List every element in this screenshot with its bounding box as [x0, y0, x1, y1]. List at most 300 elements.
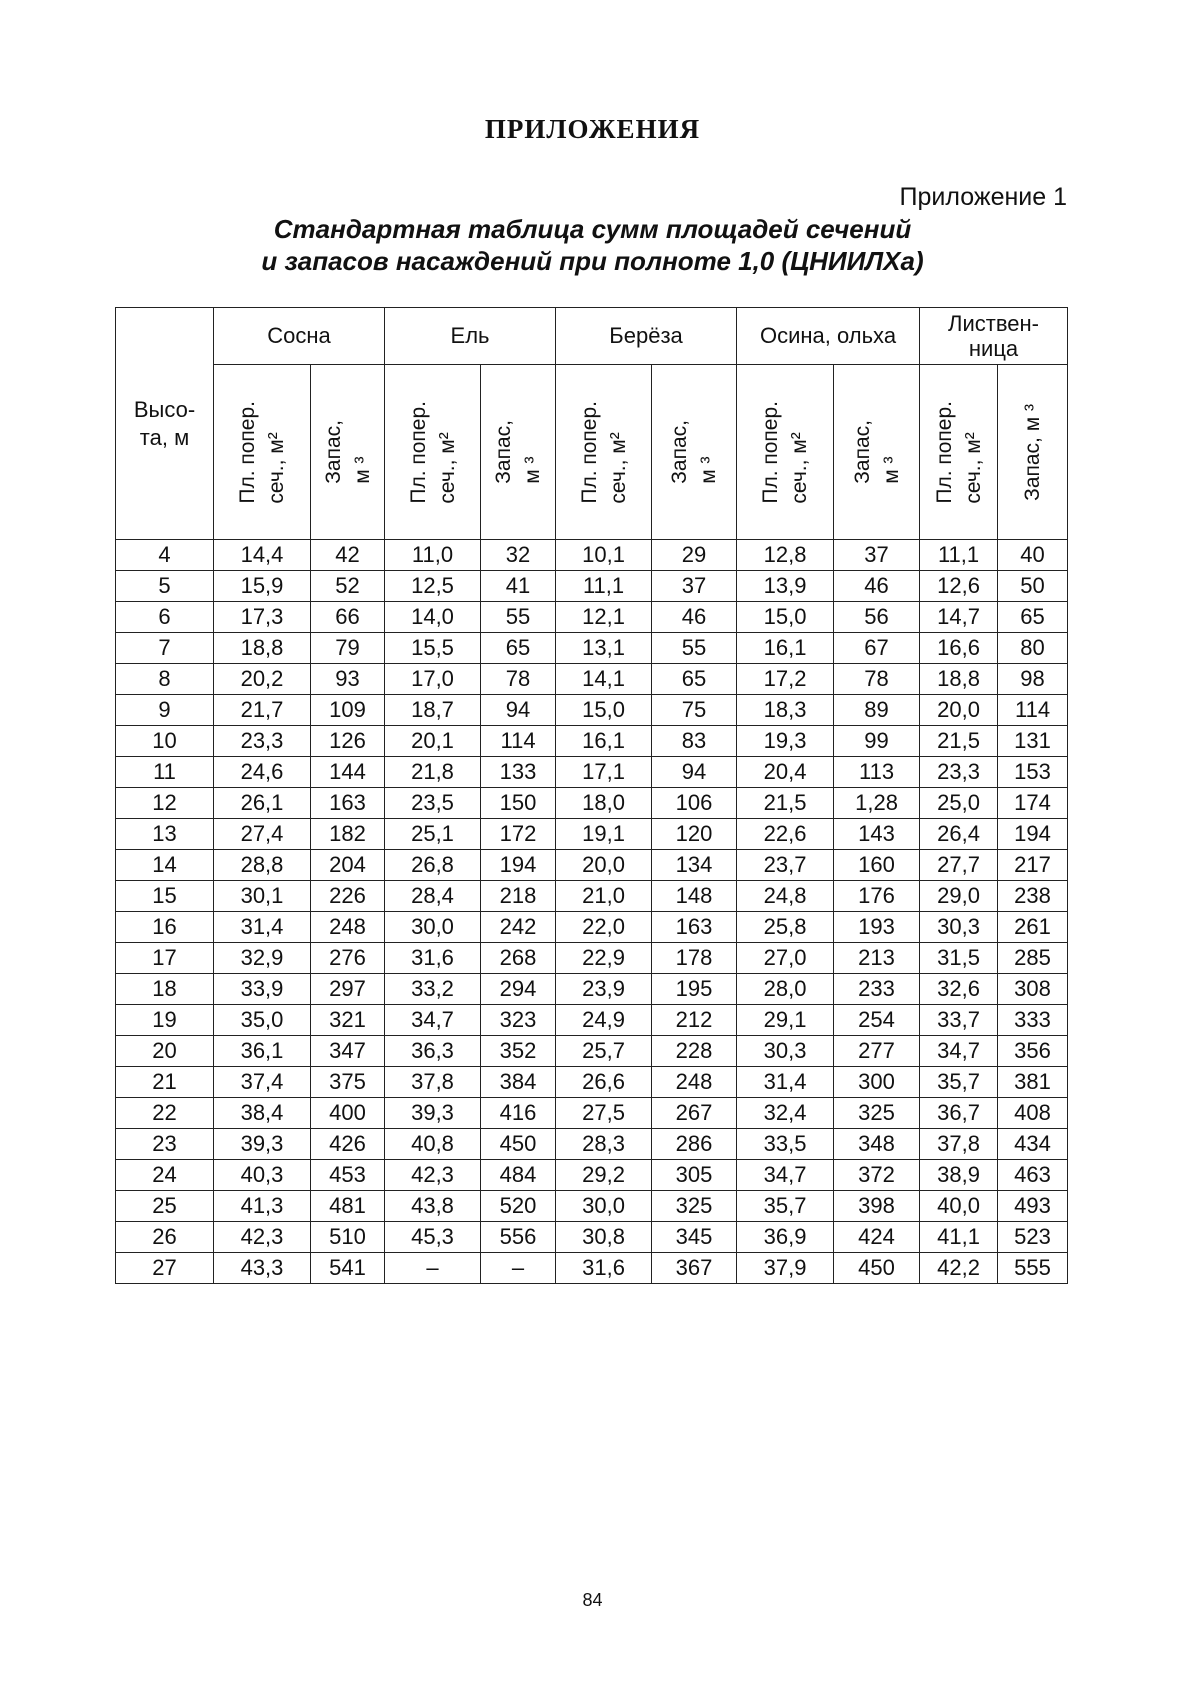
table-cell: 67 — [834, 633, 920, 664]
table-cell: 261 — [998, 912, 1068, 943]
table-cell: 17,3 — [214, 602, 311, 633]
table-cell: 375 — [311, 1067, 385, 1098]
table-cell: 14,1 — [556, 664, 652, 695]
table-cell: 29,0 — [920, 881, 998, 912]
species-header-birch: Берёза — [556, 308, 737, 365]
table-cell: 276 — [311, 943, 385, 974]
table-cell: 463 — [998, 1160, 1068, 1191]
height-cell: 16 — [116, 912, 214, 943]
table-cell: 65 — [652, 664, 737, 695]
height-cell: 15 — [116, 881, 214, 912]
sub-header-cell — [834, 365, 920, 540]
sub-header-cell — [214, 365, 311, 540]
table-cell: 28,4 — [385, 881, 481, 912]
table-cell: 35,0 — [214, 1005, 311, 1036]
table-cell: 36,9 — [737, 1222, 834, 1253]
table-row — [116, 1160, 1068, 1191]
table-cell: 23,7 — [737, 850, 834, 881]
table-cell: 11,0 — [385, 540, 481, 571]
table-cell: 15,9 — [214, 571, 311, 602]
appendix-label: Приложение 1 — [899, 183, 1067, 211]
table-cell: 27,7 — [920, 850, 998, 881]
table-cell: 248 — [311, 912, 385, 943]
table-cell: 52 — [311, 571, 385, 602]
sub-header-cell — [385, 365, 481, 540]
table-cell: 134 — [652, 850, 737, 881]
table-cell: 19,3 — [737, 726, 834, 757]
species-header-larch-label: Листвен- ница — [948, 311, 1040, 361]
table-cell: 37,9 — [737, 1253, 834, 1284]
table-cell: 40 — [998, 540, 1068, 571]
sub-header-cell — [920, 365, 998, 540]
species-header-aspen-alder: Осина, ольха — [737, 308, 920, 365]
table-cell: 556 — [481, 1222, 556, 1253]
table-cell: 32,6 — [920, 974, 998, 1005]
height-cell: 26 — [116, 1222, 214, 1253]
height-cell: 13 — [116, 819, 214, 850]
table-cell: 28,0 — [737, 974, 834, 1005]
table-cell: 242 — [481, 912, 556, 943]
table-cell: 163 — [652, 912, 737, 943]
table-cell: 37,4 — [214, 1067, 311, 1098]
table-cell: 325 — [652, 1191, 737, 1222]
table-cell: 30,1 — [214, 881, 311, 912]
table-cell: 22,9 — [556, 943, 652, 974]
table-cell: 31,6 — [556, 1253, 652, 1284]
table-cell: 26,6 — [556, 1067, 652, 1098]
sub-header-cell — [311, 365, 385, 540]
table-cell: 416 — [481, 1098, 556, 1129]
table-cell: 93 — [311, 664, 385, 695]
table-cell: 193 — [834, 912, 920, 943]
table-cell: 213 — [834, 943, 920, 974]
table-cell: 285 — [998, 943, 1068, 974]
table-cell: 174 — [998, 788, 1068, 819]
table-cell: 233 — [834, 974, 920, 1005]
table-cell: 144 — [311, 757, 385, 788]
table-cell: 94 — [481, 695, 556, 726]
sub-header-stock-label: Запас, м ³ — [1021, 403, 1045, 501]
table-cell: 14,4 — [214, 540, 311, 571]
table-cell: 42,2 — [920, 1253, 998, 1284]
sub-header-stock-label: Запас, м ³ — [850, 420, 903, 484]
table-cell: 153 — [998, 757, 1068, 788]
species-header-spruce: Ель — [385, 308, 556, 365]
table-cell: 37 — [834, 540, 920, 571]
table-cell: 325 — [834, 1098, 920, 1129]
table-cell: 20,2 — [214, 664, 311, 695]
table-cell: 37,8 — [385, 1067, 481, 1098]
table-row — [116, 788, 1068, 819]
table-cell: 254 — [834, 1005, 920, 1036]
table-cell: 46 — [652, 602, 737, 633]
table-cell: 99 — [834, 726, 920, 757]
table-cell: 25,1 — [385, 819, 481, 850]
table-cell: 194 — [481, 850, 556, 881]
table-row — [116, 1222, 1068, 1253]
table-cell: 33,2 — [385, 974, 481, 1005]
table-cell: 356 — [998, 1036, 1068, 1067]
sub-header-cell — [737, 365, 834, 540]
species-header-larch — [920, 308, 1068, 365]
table-cell: 277 — [834, 1036, 920, 1067]
table-cell: 321 — [311, 1005, 385, 1036]
table-cell: 18,7 — [385, 695, 481, 726]
table-cell: 24,9 — [556, 1005, 652, 1036]
table-cell: 348 — [834, 1129, 920, 1160]
table-cell: 34,7 — [737, 1160, 834, 1191]
table-cell: 94 — [652, 757, 737, 788]
table-cell: 65 — [481, 633, 556, 664]
sub-header-stock-label: Запас, м ³ — [492, 420, 545, 484]
species-header-row — [116, 308, 1068, 365]
table-cell: 32,9 — [214, 943, 311, 974]
table-cell: 31,6 — [385, 943, 481, 974]
table-cell: 16,1 — [556, 726, 652, 757]
table-row — [116, 1191, 1068, 1222]
table-cell: 12,6 — [920, 571, 998, 602]
table-cell: 133 — [481, 757, 556, 788]
table-cell: 424 — [834, 1222, 920, 1253]
table-cell: 33,7 — [920, 1005, 998, 1036]
table-row — [116, 695, 1068, 726]
height-cell: 14 — [116, 850, 214, 881]
height-cell: 22 — [116, 1098, 214, 1129]
table-cell: 20,4 — [737, 757, 834, 788]
table-title — [0, 213, 1185, 277]
table-cell: 31,4 — [737, 1067, 834, 1098]
height-cell: 17 — [116, 943, 214, 974]
table-cell: 36,7 — [920, 1098, 998, 1129]
table-cell: 217 — [998, 850, 1068, 881]
table-cell: 75 — [652, 695, 737, 726]
table-cell: 18,8 — [214, 633, 311, 664]
table-cell: 13,1 — [556, 633, 652, 664]
table-cell: 408 — [998, 1098, 1068, 1129]
table-cell: 106 — [652, 788, 737, 819]
table-cell: 109 — [311, 695, 385, 726]
table-row — [116, 943, 1068, 974]
table-cell: 308 — [998, 974, 1068, 1005]
table-cell: 398 — [834, 1191, 920, 1222]
table-cell: 163 — [311, 788, 385, 819]
table-cell: 305 — [652, 1160, 737, 1191]
table-cell: 367 — [652, 1253, 737, 1284]
table-cell: 30,0 — [385, 912, 481, 943]
table-cell: 555 — [998, 1253, 1068, 1284]
table-cell: 78 — [834, 664, 920, 695]
table-cell: 32 — [481, 540, 556, 571]
table-cell: 32,4 — [737, 1098, 834, 1129]
table-cell: 37,8 — [920, 1129, 998, 1160]
table-cell: 20,0 — [920, 695, 998, 726]
table-cell: 113 — [834, 757, 920, 788]
stand-table — [115, 307, 1068, 1284]
table-cell: 37 — [652, 571, 737, 602]
table-cell: 38,9 — [920, 1160, 998, 1191]
table-cell: 10,1 — [556, 540, 652, 571]
table-cell: 28,8 — [214, 850, 311, 881]
height-header — [116, 308, 214, 540]
table-cell: 55 — [652, 633, 737, 664]
table-cell: 65 — [998, 602, 1068, 633]
height-cell: 19 — [116, 1005, 214, 1036]
table-cell: 493 — [998, 1191, 1068, 1222]
table-cell: 35,7 — [737, 1191, 834, 1222]
table-cell: 46 — [834, 571, 920, 602]
table-cell: 36,1 — [214, 1036, 311, 1067]
table-cell: 21,0 — [556, 881, 652, 912]
table-row — [116, 664, 1068, 695]
table-cell: 78 — [481, 664, 556, 695]
table-cell: 523 — [998, 1222, 1068, 1253]
height-cell: 6 — [116, 602, 214, 633]
table-cell: 19,1 — [556, 819, 652, 850]
table-cell: 520 — [481, 1191, 556, 1222]
table-cell: 450 — [481, 1129, 556, 1160]
table-cell: 541 — [311, 1253, 385, 1284]
table-cell: 16,6 — [920, 633, 998, 664]
sub-header-cell — [998, 365, 1068, 540]
table-cell: 212 — [652, 1005, 737, 1036]
table-cell: 372 — [834, 1160, 920, 1191]
table-cell: 24,6 — [214, 757, 311, 788]
table-cell: 40,0 — [920, 1191, 998, 1222]
table-cell: 43,8 — [385, 1191, 481, 1222]
table-cell: 14,0 — [385, 602, 481, 633]
table-row — [116, 540, 1068, 571]
table-cell: 23,3 — [920, 757, 998, 788]
table-cell: 226 — [311, 881, 385, 912]
table-cell: 98 — [998, 664, 1068, 695]
table-cell: 286 — [652, 1129, 737, 1160]
table-cell: 25,0 — [920, 788, 998, 819]
table-cell: 131 — [998, 726, 1068, 757]
table-cell: 204 — [311, 850, 385, 881]
table-row — [116, 1098, 1068, 1129]
table-cell: 23,3 — [214, 726, 311, 757]
table-row — [116, 912, 1068, 943]
table-cell: 218 — [481, 881, 556, 912]
table-cell: 11,1 — [556, 571, 652, 602]
table-cell: 41,3 — [214, 1191, 311, 1222]
table-cell: 33,5 — [737, 1129, 834, 1160]
table-cell: 40,3 — [214, 1160, 311, 1191]
table-cell: 41,1 — [920, 1222, 998, 1253]
table-cell: 195 — [652, 974, 737, 1005]
table-cell: 31,4 — [214, 912, 311, 943]
table-cell: 400 — [311, 1098, 385, 1129]
table-cell: 143 — [834, 819, 920, 850]
sub-header-stock-label: Запас, м ³ — [321, 420, 374, 484]
height-cell: 12 — [116, 788, 214, 819]
table-cell: 114 — [481, 726, 556, 757]
table-row — [116, 1005, 1068, 1036]
table-cell: 453 — [311, 1160, 385, 1191]
table-cell: 13,9 — [737, 571, 834, 602]
table-cell: 384 — [481, 1067, 556, 1098]
table-cell: 20,0 — [556, 850, 652, 881]
table-cell: 16,1 — [737, 633, 834, 664]
height-cell: 10 — [116, 726, 214, 757]
table-cell: 178 — [652, 943, 737, 974]
table-cell: 484 — [481, 1160, 556, 1191]
height-cell: 8 — [116, 664, 214, 695]
table-cell: 345 — [652, 1222, 737, 1253]
table-row — [116, 881, 1068, 912]
sub-header-cell — [481, 365, 556, 540]
height-cell: 5 — [116, 571, 214, 602]
height-cell: 27 — [116, 1253, 214, 1284]
table-cell: 41 — [481, 571, 556, 602]
table-cell: 15,5 — [385, 633, 481, 664]
sub-header-area-label: Пл. попер. сеч., м² — [932, 400, 985, 504]
table-cell: 194 — [998, 819, 1068, 850]
table-row — [116, 726, 1068, 757]
table-cell: 238 — [998, 881, 1068, 912]
table-row — [116, 757, 1068, 788]
table-cell: 40,8 — [385, 1129, 481, 1160]
table-row — [116, 1067, 1068, 1098]
table-cell: 34,7 — [385, 1005, 481, 1036]
height-cell: 20 — [116, 1036, 214, 1067]
sub-header-area-label: Пл. попер. сеч., м² — [577, 400, 630, 504]
table-cell: 31,5 — [920, 943, 998, 974]
table-cell: 300 — [834, 1067, 920, 1098]
table-cell: 228 — [652, 1036, 737, 1067]
height-cell: 23 — [116, 1129, 214, 1160]
table-cell: 297 — [311, 974, 385, 1005]
table-cell: 510 — [311, 1222, 385, 1253]
table-title-line-2: и запасов насаждений при полноте 1,0 (ЦНИИЛХа) — [261, 246, 924, 276]
sub-header-area-label: Пл. попер. сеч., м² — [236, 400, 288, 504]
table-cell: 323 — [481, 1005, 556, 1036]
table-row — [116, 850, 1068, 881]
species-header-pine: Сосна — [214, 308, 385, 365]
table-row — [116, 571, 1068, 602]
table-cell: 176 — [834, 881, 920, 912]
table-cell: 55 — [481, 602, 556, 633]
table-cell: 426 — [311, 1129, 385, 1160]
table-cell: 11,1 — [920, 540, 998, 571]
table-cell: 21,8 — [385, 757, 481, 788]
table-cell: 27,5 — [556, 1098, 652, 1129]
table-cell: 160 — [834, 850, 920, 881]
table-title-line-1: Стандартная таблица сумм площадей сечений — [273, 214, 912, 244]
height-cell: 25 — [116, 1191, 214, 1222]
table-cell: 22,6 — [737, 819, 834, 850]
table-cell: 18,3 — [737, 695, 834, 726]
page-heading: ПРИЛОЖЕНИЯ — [484, 114, 701, 144]
table-cell: 42 — [311, 540, 385, 571]
table-cell: 35,7 — [920, 1067, 998, 1098]
table-cell: 27,0 — [737, 943, 834, 974]
table-cell: 29 — [652, 540, 737, 571]
table-cell: 42,3 — [385, 1160, 481, 1191]
table-cell: 21,5 — [920, 726, 998, 757]
table-cell: 83 — [652, 726, 737, 757]
table-cell: 80 — [998, 633, 1068, 664]
table-cell: 39,3 — [385, 1098, 481, 1129]
table-cell: 26,1 — [214, 788, 311, 819]
table-cell: 17,2 — [737, 664, 834, 695]
table-row — [116, 1036, 1068, 1067]
table-cell: 28,3 — [556, 1129, 652, 1160]
table-row — [116, 1129, 1068, 1160]
height-cell: 7 — [116, 633, 214, 664]
table-cell: 34,7 — [920, 1036, 998, 1067]
table-cell: 79 — [311, 633, 385, 664]
table-cell: 294 — [481, 974, 556, 1005]
height-header-label: Высо- та, м — [133, 396, 196, 450]
table-cell: – — [385, 1253, 481, 1284]
page-number: 84 — [582, 1590, 603, 1610]
table-cell: 434 — [998, 1129, 1068, 1160]
table-cell: 66 — [311, 602, 385, 633]
table-cell: 481 — [311, 1191, 385, 1222]
table-cell: 89 — [834, 695, 920, 726]
table-cell: 36,3 — [385, 1036, 481, 1067]
table-cell: 23,9 — [556, 974, 652, 1005]
table-cell: 21,5 — [737, 788, 834, 819]
table-cell: 50 — [998, 571, 1068, 602]
table-row — [116, 819, 1068, 850]
table-cell: 1,28 — [834, 788, 920, 819]
table-row — [116, 633, 1068, 664]
table-cell: 43,3 — [214, 1253, 311, 1284]
table-row — [116, 1253, 1068, 1284]
height-cell: 21 — [116, 1067, 214, 1098]
table-cell: 172 — [481, 819, 556, 850]
table-cell: – — [481, 1253, 556, 1284]
table-cell: 45,3 — [385, 1222, 481, 1253]
table-cell: 27,4 — [214, 819, 311, 850]
table-cell: 23,5 — [385, 788, 481, 819]
table-cell: 33,9 — [214, 974, 311, 1005]
table-cell: 17,1 — [556, 757, 652, 788]
table-row — [116, 602, 1068, 633]
sub-header-area-label: Пл. попер. сеч., м² — [406, 400, 459, 504]
table-cell: 21,7 — [214, 695, 311, 726]
table-cell: 150 — [481, 788, 556, 819]
table-cell: 39,3 — [214, 1129, 311, 1160]
table-cell: 268 — [481, 943, 556, 974]
table-cell: 38,4 — [214, 1098, 311, 1129]
table-cell: 347 — [311, 1036, 385, 1067]
table-cell: 20,1 — [385, 726, 481, 757]
table-cell: 29,2 — [556, 1160, 652, 1191]
sub-header-cell — [652, 365, 737, 540]
table-cell: 12,5 — [385, 571, 481, 602]
table-cell: 18,0 — [556, 788, 652, 819]
table-cell: 182 — [311, 819, 385, 850]
table-cell: 148 — [652, 881, 737, 912]
table-cell: 14,7 — [920, 602, 998, 633]
table-cell: 120 — [652, 819, 737, 850]
table-cell: 126 — [311, 726, 385, 757]
height-cell: 9 — [116, 695, 214, 726]
height-cell: 24 — [116, 1160, 214, 1191]
sub-header-row — [116, 365, 1068, 540]
table-cell: 18,8 — [920, 664, 998, 695]
table-cell: 333 — [998, 1005, 1068, 1036]
table-cell: 24,8 — [737, 881, 834, 912]
sub-header-stock-label: Запас, м ³ — [668, 420, 721, 484]
table-cell: 248 — [652, 1067, 737, 1098]
table-row — [116, 974, 1068, 1005]
table-cell: 114 — [998, 695, 1068, 726]
table-body — [116, 540, 1068, 1284]
